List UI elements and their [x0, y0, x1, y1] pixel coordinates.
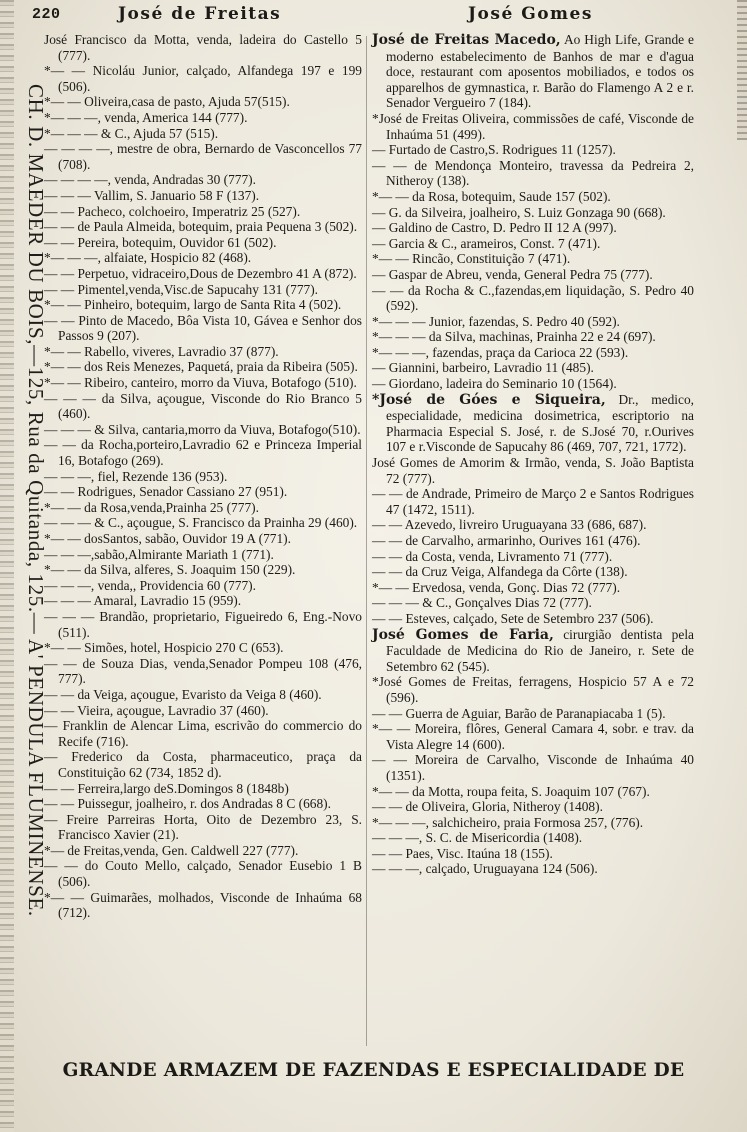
directory-entry [44, 235, 362, 251]
entry-text: — — —, S. C. de Misericordia (1408). [372, 830, 583, 846]
entry-text: Ao High Life, Grande e moderno estabelecimento de Banhos de mar e d'agua doce, restaurant com aposentos mobiliados, e todos os apparelhos de gymnastica, r. Barão do Flamengo A 2 e r. Senador Vergueiro 7 (184). [386, 32, 694, 111]
directory-entry [44, 63, 362, 94]
directory-entry [44, 219, 362, 235]
directory-entry [44, 656, 362, 687]
entry-text: *José de Freitas Oliveira, commissões de café, Visconde de Inhaúma 51 (499). [372, 110, 694, 142]
directory-entry [44, 282, 362, 298]
directory-entry [372, 329, 694, 345]
directory-entry [372, 251, 694, 267]
directory-entry [44, 250, 362, 266]
directory-entry [44, 687, 362, 703]
entry-text: — — — & C., açougue, S. Francisco da Prainha 29 (460). [44, 515, 358, 531]
entry-text: — — da Rocha,porteiro,Lavradio 62 e Princeza Imperial 16, Botafogo (269). [44, 437, 362, 469]
entry-text: — — Moreira de Carvalho, Visconde de Inhaúma 40 (1351). [372, 752, 694, 783]
directory-entry [44, 359, 362, 375]
directory-entry [44, 858, 362, 889]
directory-entry [372, 549, 694, 565]
entry-text: — — Paes, Visc. Itaúna 18 (155). [372, 845, 553, 861]
entry-text: *— — Ribeiro, canteiro, morro da Viuva, Botafogo (510). [44, 375, 357, 391]
directory-entry [372, 611, 694, 627]
entry-text: *— — —, alfaiate, Hospicio 82 (468). [44, 250, 252, 266]
entry-text: *— — Simões, hotel, Hospicio 270 C (653). [44, 640, 284, 656]
entry-text: *— — Moreira, flôres, General Camara 4, sobr. e trav. da Vista Alegre 14 (600). [372, 721, 694, 752]
entry-text: *— — Guimarães, molhados, Visconde de Inhaúma 68 (712). [44, 889, 362, 921]
directory-entry [372, 533, 694, 549]
entry-text: — — —, fiel, Rezende 136 (953). [44, 468, 228, 484]
directory-entry [44, 640, 362, 656]
entry-text: *— de Freitas,venda, Gen. Caldwell 227 (777). [44, 842, 299, 858]
directory-entry [372, 564, 694, 580]
directory-entry [372, 846, 694, 862]
entry-text: — — Puissegur, joalheiro, r. dos Andradas 8 C (668). [44, 796, 331, 812]
entry-text: *José Gomes de Freitas, ferragens, Hospicio 57 A e 72 (596). [372, 674, 694, 705]
entry-text: *— — Pinheiro, botequim, largo de Santa Rita 4 (502). [44, 297, 342, 313]
directory-entry [44, 313, 362, 344]
entry-text: — — Pacheco, colchoeiro, Imperatriz 25 (527). [44, 203, 301, 219]
entry-text: — — de Souza Dias, venda,Senador Pompeu 108 (476, 777). [44, 655, 362, 687]
directory-entry [372, 360, 694, 376]
directory-entry [44, 500, 362, 516]
entry-text: — — Ferreira,largo deS.Domingos 8 (1848b) [44, 780, 289, 796]
entry-text: cirurgião dentista pela Faculdade de Medicina do Rio de Janeiro, r. Sete de Setembro 62 (545). [386, 626, 694, 674]
directory-entry [372, 32, 694, 111]
entry-text: *— — — Junior, fazendas, S. Pedro 40 (592). [372, 313, 620, 329]
entry-text: — — —, calçado, Uruguayana 124 (506). [372, 861, 598, 877]
directory-entry [44, 204, 362, 220]
directory-entry [372, 830, 694, 846]
entry-text: — — de Paula Almeida, botequim, praia Pequena 3 (502). [44, 219, 358, 235]
directory-entry [372, 111, 694, 142]
directory-entry [372, 314, 694, 330]
entry-text: *— — Nicoláu Junior, calçado, Alfandega 197 e 199 (506). [44, 63, 362, 94]
entry-text: José Francisco da Motta, venda, ladeira do Castello 5 (777). [44, 32, 362, 63]
entry-name-bold: *José de Góes e Siqueira, [372, 391, 606, 408]
entry-text: — — Pinto de Macedo, Bôa Vista 10, Gávea e Senhor dos Passos 9 (207). [44, 312, 362, 344]
entry-text: — — — & Silva, cantaria,morro da Viuva, Botafogo(510). [44, 421, 361, 437]
directory-entry [44, 749, 362, 780]
directory-entry [372, 799, 694, 815]
directory-entry [372, 517, 694, 533]
directory-entry [372, 595, 694, 611]
entry-text: *— — dosSantos, sabão, Ouvidor 19 A (771). [44, 531, 291, 546]
entry-text: — — — da Silva, açougue, Visconde do Rio Branco 5 (460). [44, 390, 362, 422]
entry-text: *— — da Rosa,venda,Prainha 25 (777). [44, 499, 259, 515]
entry-text: — — da Cruz Veiga, Alfandega da Côrte (138). [372, 564, 628, 580]
entry-text: — — —,sabão,Almirante Mariath 1 (771). [44, 546, 274, 562]
entry-text: — — — Amaral, Lavradio 15 (959). [44, 593, 242, 609]
running-head-right: José Gomes [468, 4, 593, 24]
entry-text: *— — Rincão, Constituição 7 (471). [372, 251, 571, 267]
directory-entry [44, 593, 362, 609]
directory-entry [372, 189, 694, 205]
entry-text: — — Azevedo, livreiro Uruguayana 33 (686, 687). [372, 517, 647, 533]
entry-text: — Galdino de Castro, D. Pedro II 12 A (997). [372, 220, 617, 236]
entry-text: — — — —, mestre de obra, Bernardo de Vasconcellos 77 (708). [44, 141, 362, 172]
entry-text: *— — Oliveira,casa de pasto, Ajuda 57(515). [44, 94, 290, 110]
directory-entry [372, 721, 694, 752]
entry-text: *— — Rabello, viveres, Lavradio 37 (877). [44, 343, 279, 359]
directory-entry [44, 796, 362, 812]
directory-entry [372, 345, 694, 361]
entry-text: — — Guerra de Aguiar, Barão de Paranapiacaba 1 (5). [372, 705, 666, 721]
column-divider [366, 36, 367, 1046]
entry-text: *— — da Silva, alferes, S. Joaquim 150 (229). [44, 562, 296, 578]
directory-entry [44, 110, 362, 126]
directory-entry [44, 515, 362, 531]
entry-text: — — — —, venda, Andradas 30 (777). [44, 172, 256, 188]
entry-text: *— — —, fazendas, praça da Carioca 22 (593). [372, 344, 629, 360]
directory-entry [44, 484, 362, 500]
entry-text: — — de Mendonça Monteiro, travessa da Pedreira 2, Nitheroy (138). [372, 157, 694, 189]
directory-entry [372, 674, 694, 705]
entry-text: — — de Oliveira, Gloria, Nitheroy (1408). [372, 799, 603, 815]
directory-entry [44, 266, 362, 282]
directory-entry [372, 627, 694, 675]
page-header [0, 2, 747, 28]
entry-text: — G. da Silveira, joalheiro, S. Luiz Gonzaga 90 (668). [372, 204, 666, 220]
directory-entry [44, 297, 362, 313]
directory-entry [44, 562, 362, 578]
directory-entry [44, 344, 362, 360]
entry-text: *— — Ervedosa, venda, Gonç. Dias 72 (777). [372, 579, 621, 595]
directory-entry [372, 580, 694, 596]
directory-entry [44, 172, 362, 188]
entry-text: — Frederico da Costa, pharmaceutico, praça da Constituição 62 (734, 1852 d). [44, 749, 362, 780]
entry-text: — Freire Parreiras Horta, Oito de Dezembro 23, S. Francisco Xavier (21). [44, 811, 362, 843]
left-column [44, 32, 362, 921]
page-number: 220 [32, 6, 61, 23]
directory-entry [372, 706, 694, 722]
directory-entry [44, 578, 362, 594]
directory-entry [44, 547, 362, 563]
entry-text: *— — — da Silva, machinas, Prainha 22 e 24 (697). [372, 329, 656, 345]
directory-entry [44, 469, 362, 485]
directory-entry [44, 32, 362, 63]
directory-entry [44, 126, 362, 142]
side-advertisement: CH. D. MAEDER DU BOIS,—125, Rua da Quitanda, 125.— A' PENDULA FLUMINENSE. [24, 84, 48, 917]
directory-entry [372, 455, 694, 486]
directory-entry [372, 205, 694, 221]
entry-text: — — —, venda,, Providencia 60 (777). [44, 577, 256, 593]
right-column [372, 32, 694, 877]
entry-text: — Giordano, ladeira do Seminario 10 (1564). [372, 376, 617, 392]
directory-entry [44, 718, 362, 749]
directory-entry [44, 188, 362, 204]
entry-text: *— — — & C., Ajuda 57 (515). [44, 125, 219, 141]
directory-entry [44, 531, 362, 547]
entry-text: — Giannini, barbeiro, Lavradio 11 (485). [372, 360, 594, 376]
directory-entry [44, 812, 362, 843]
directory-entry [372, 220, 694, 236]
directory-entry [372, 158, 694, 189]
entry-text: — Garcia & C., arameiros, Const. 7 (471). [372, 235, 601, 251]
entry-text: *— — da Rosa, botequim, Saude 157 (502). [372, 188, 611, 204]
page-edge-left [0, 0, 14, 1132]
entry-text: Dr., medico, especialidade, medicina dosimetrica, escriptorio na Pharmacia Especial S. José, r. de S.José 70, r.Ourives 107 e r.Visconde de Sapucahy 86 (469, 707, 721, 1772). [386, 391, 695, 455]
entry-text: — — da Costa, venda, Livramento 71 (777). [372, 548, 613, 564]
footer-banner: GRANDE ARMAZEM DE FAZENDAS E ESPECIALIDADE DE [62, 1060, 685, 1081]
entry-text: — — da Veiga, açougue, Evaristo da Veiga 8 (460). [44, 686, 322, 702]
directory-entry [372, 142, 694, 158]
directory-entry [44, 94, 362, 110]
entry-text: *— — da Motta, roupa feita, S. Joaquim 107 (767). [372, 783, 650, 799]
entry-text: — — Pimentel,venda,Visc.de Sapucahy 131 (777). [44, 281, 319, 297]
directory-entry [44, 391, 362, 422]
entry-text: — Franklin de Alencar Lima, escrivão do commercio do Recife (716). [44, 718, 362, 749]
entry-text: — — Vieira, açougue, Lavradio 37 (460). [44, 702, 269, 718]
entry-text: — — Perpetuo, vidraceiro,Dous de Dezembro 41 A (872). [44, 265, 357, 281]
directory-entry [44, 609, 362, 640]
entry-text: *— — dos Reis Menezes, Paquetá, praia da Ribeira (505). [44, 359, 358, 375]
directory-entry [372, 392, 694, 455]
entry-text: — — Rodrigues, Senador Cassiano 27 (951). [44, 484, 288, 500]
directory-entry [44, 375, 362, 391]
entry-text: — — da Rocha & C.,fazendas,em liquidação, S. Pedro 40 (592). [372, 282, 694, 314]
directory-entry [44, 141, 362, 172]
entry-text: — — Pereira, botequim, Ouvidor 61 (502). [44, 234, 277, 250]
directory-entry [44, 422, 362, 438]
directory-entry [372, 784, 694, 800]
directory-entry [44, 890, 362, 921]
entry-text: — Furtado de Castro,S. Rodrigues 11 (1257). [372, 142, 616, 158]
entry-text: — Gaspar de Abreu, venda, General Pedra 75 (777). [372, 266, 653, 282]
directory-entry [372, 486, 694, 517]
directory-entry [372, 752, 694, 783]
directory-entry [372, 376, 694, 392]
entry-text: — — de Carvalho, armarinho, Ourives 161 (476). [372, 533, 641, 548]
entry-text: — — de Andrade, Primeiro de Março 2 e Santos Rodrigues 47 (1472, 1511). [372, 486, 694, 517]
entry-text: — — do Couto Mello, calçado, Senador Eusebio 1 B (506). [44, 858, 362, 890]
entry-text: *— — —, venda, America 144 (777). [44, 109, 248, 125]
directory-entry [372, 283, 694, 314]
directory-entry [372, 267, 694, 283]
entry-text: — — — Brandão, proprietario, Figueiredo 6, Eng.-Novo (511). [44, 608, 362, 640]
entry-text: José Gomes de Amorim & Irmão, venda, S. João Baptista 72 (777). [372, 455, 694, 486]
entry-text: — — Esteves, calçado, Sete de Setembro 237 (506). [372, 610, 654, 626]
entry-name-bold: José de Freitas Macedo, [372, 32, 561, 48]
directory-entry [372, 861, 694, 877]
directory-entry [372, 815, 694, 831]
entry-text: — — — Vallim, S. Januario 58 F (137). [44, 187, 260, 203]
entry-text: — — — & C., Gonçalves Dias 72 (777). [372, 595, 592, 611]
directory-entry [372, 236, 694, 252]
directory-entry [44, 703, 362, 719]
entry-text: *— — —, salchicheiro, praia Formosa 257, (776). [372, 814, 644, 830]
directory-entry [44, 843, 362, 859]
directory-entry [44, 781, 362, 797]
running-head-left: José de Freitas [118, 4, 282, 24]
entry-name-bold: José Gomes de Faria, [372, 626, 554, 643]
directory-entry [44, 437, 362, 468]
